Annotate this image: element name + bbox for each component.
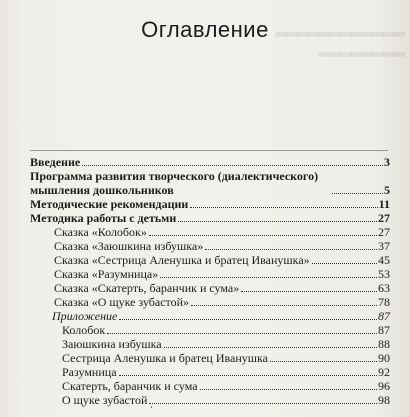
toc-entry-label: Методика работы с детьми bbox=[30, 211, 177, 225]
toc-leader-dots bbox=[312, 263, 377, 264]
toc-leader-dots bbox=[241, 291, 377, 292]
toc-entry bbox=[30, 155, 390, 169]
divider bbox=[30, 150, 388, 151]
toc-leader-dots bbox=[205, 249, 377, 250]
toc-entry bbox=[30, 169, 390, 197]
toc-leader-dots bbox=[191, 305, 377, 306]
toc-entry-page: 92 bbox=[378, 365, 390, 379]
toc-entry-page: 5 bbox=[384, 183, 390, 197]
toc-entry-label: Скатерть, баранчик и сума bbox=[62, 379, 198, 393]
toc-entry-page: 53 bbox=[378, 267, 390, 281]
toc-entry-label: Заюшкина избушка bbox=[62, 337, 162, 351]
toc-entry-page: 96 bbox=[378, 379, 390, 393]
toc-leader-dots bbox=[82, 165, 383, 166]
toc-entry bbox=[30, 351, 390, 365]
toc-entry-page: 27 bbox=[378, 225, 390, 239]
toc-leader-dots bbox=[149, 403, 377, 404]
toc-entry bbox=[30, 323, 390, 337]
toc-entry bbox=[30, 281, 390, 295]
toc-entry-page: 3 bbox=[384, 155, 390, 169]
toc-entry bbox=[30, 379, 390, 393]
toc-entry-page: 87 bbox=[378, 309, 390, 323]
toc-entry bbox=[30, 197, 390, 211]
toc-entry-label: Сказка «О щуке зубастой» bbox=[54, 295, 190, 309]
toc-entry bbox=[30, 253, 390, 267]
show-through-text: ▂▂▂▂▂▂▂▂▂▂▂▂ ▂▂▂▂▂▂▂▂ bbox=[275, 20, 405, 56]
toc-leader-dots bbox=[270, 361, 377, 362]
toc-entry-page: 90 bbox=[378, 351, 390, 365]
toc-leader-dots bbox=[332, 193, 383, 194]
toc-leader-dots bbox=[164, 347, 377, 348]
page-mark: ‘ bbox=[150, 404, 153, 414]
toc-entry bbox=[30, 365, 390, 379]
toc-entry bbox=[30, 267, 390, 281]
toc-entry-label: Сестрица Аленушка и братец Иванушка bbox=[62, 351, 268, 365]
toc-entry bbox=[30, 309, 390, 323]
toc-entry-label: Программа развития творческого (диалектического) мышления дошкольников bbox=[30, 169, 319, 197]
toc-entry-label: Сказка «Разумница» bbox=[54, 267, 159, 281]
toc-entry-page: 11 bbox=[378, 197, 390, 211]
toc-leader-dots bbox=[119, 319, 377, 320]
toc-heading: Оглавление bbox=[141, 17, 269, 42]
toc-entry-label: Сказка «Колобок» bbox=[54, 225, 147, 239]
toc-entry bbox=[30, 239, 390, 253]
toc-entry-label: Сказка «Заюшкина избушка» bbox=[54, 239, 204, 253]
toc-leader-dots bbox=[178, 221, 377, 222]
toc-entry-label: Приложение bbox=[52, 309, 118, 323]
toc-leader-dots bbox=[107, 333, 377, 334]
toc-entry bbox=[30, 225, 390, 239]
toc-entry-page: 88 bbox=[378, 337, 390, 351]
toc-entry-label: О щуке зубастой bbox=[62, 393, 148, 407]
toc-entry-page: 98 bbox=[378, 393, 390, 407]
toc-entry-page: 63 bbox=[378, 281, 390, 295]
toc-leader-dots bbox=[119, 375, 377, 376]
table-of-contents bbox=[30, 155, 390, 407]
toc-entry bbox=[30, 337, 390, 351]
toc-entry-page: 78 bbox=[378, 295, 390, 309]
toc-leader-dots bbox=[190, 207, 377, 208]
toc-entry-label: Введение bbox=[30, 155, 81, 169]
toc-entry-label: Сказка «Скатерть, баранчик и сума» bbox=[54, 281, 240, 295]
toc-leader-dots bbox=[200, 389, 377, 390]
toc-entry bbox=[30, 295, 390, 309]
toc-entry bbox=[30, 211, 390, 225]
toc-entry-label: Разумница bbox=[62, 365, 117, 379]
toc-entry bbox=[30, 393, 390, 407]
toc-entry-page: 45 bbox=[378, 253, 390, 267]
toc-entry-page: 87 bbox=[378, 323, 390, 337]
toc-leader-dots bbox=[160, 277, 377, 278]
toc-entry-page: 37 bbox=[378, 239, 390, 253]
toc-entry-label: Сказка «Сестрица Аленушка и братец Иванушка» bbox=[54, 253, 310, 267]
toc-entry-page: 27 bbox=[378, 211, 390, 225]
toc-entry-label: Методические рекомендации bbox=[30, 197, 189, 211]
toc-entry-label: Колобок bbox=[62, 323, 106, 337]
toc-leader-dots bbox=[149, 235, 377, 236]
